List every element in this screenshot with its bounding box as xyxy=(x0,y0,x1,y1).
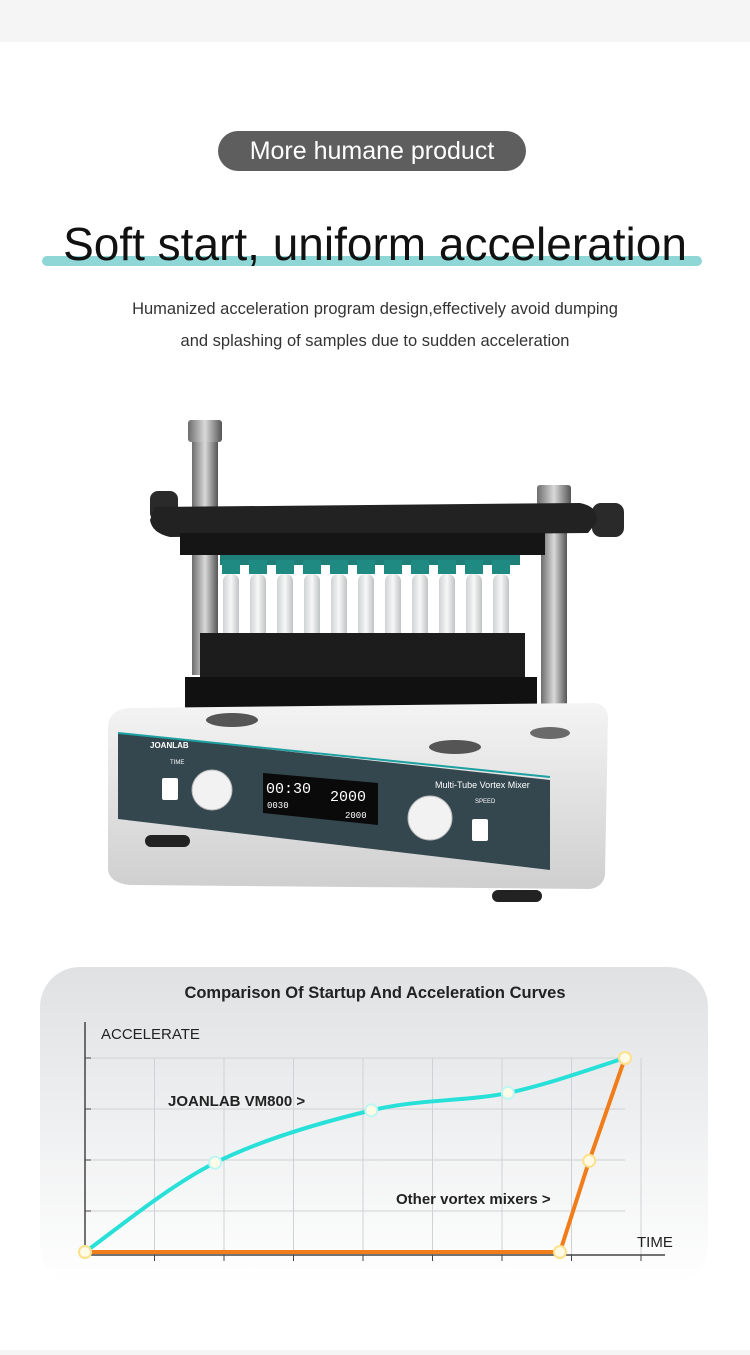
time-display: 00:30 xyxy=(266,781,312,798)
tube-cap xyxy=(303,560,321,574)
speed-label: SPEED xyxy=(475,799,496,805)
description-line-1: Humanized acceleration program design,effectively avoid dumping xyxy=(132,300,618,318)
vortex-mixer-image xyxy=(100,415,640,915)
tube-cap xyxy=(384,560,402,574)
data-point-joanlab xyxy=(502,1087,514,1099)
section-tag: More humane product xyxy=(218,131,526,171)
data-point-other xyxy=(79,1246,91,1258)
description xyxy=(0,293,750,357)
acceleration-chart xyxy=(0,1000,750,1290)
brand-logo: JOANLAB xyxy=(150,741,189,750)
data-point-other xyxy=(583,1155,595,1167)
series-line-joanlab xyxy=(85,1058,625,1252)
x-axis-label: TIME xyxy=(637,1234,673,1251)
tube-cap xyxy=(465,560,483,574)
speed-display: 2000 xyxy=(330,789,367,806)
data-point-joanlab xyxy=(209,1157,221,1169)
series-line-other xyxy=(85,1058,625,1252)
bottom-band xyxy=(0,1350,750,1355)
page-title: Soft start, uniform acceleration xyxy=(63,218,687,270)
chart-title: Comparison Of Startup And Acceleration Curves xyxy=(184,984,566,1002)
tube-cap xyxy=(492,560,510,574)
tube-cap xyxy=(411,560,429,574)
model-label: Multi-Tube Vortex Mixer xyxy=(435,780,530,790)
tube-cap xyxy=(357,560,375,574)
time-label: TIME xyxy=(170,760,185,766)
chart-grid xyxy=(85,1058,641,1255)
data-point-other xyxy=(619,1052,631,1064)
time-display-small: 0030 xyxy=(267,801,289,811)
description-line-2: and splashing of samples due to sudden acceleration xyxy=(180,332,570,350)
tube-cap xyxy=(330,560,348,574)
tube-cap xyxy=(276,560,294,574)
series-label-other: Other vortex mixers > xyxy=(396,1191,551,1208)
data-point-joanlab xyxy=(365,1104,377,1116)
data-point-other xyxy=(554,1246,566,1258)
series-label-joanlab: JOANLAB VM800 > xyxy=(168,1093,306,1110)
top-band xyxy=(0,0,750,42)
tube-cap xyxy=(438,560,456,574)
speed-display-small: 2000 xyxy=(345,811,367,821)
y-axis-label: ACCELERATE xyxy=(101,1026,200,1043)
tube-cap xyxy=(249,560,267,574)
tube-cap xyxy=(222,560,240,574)
